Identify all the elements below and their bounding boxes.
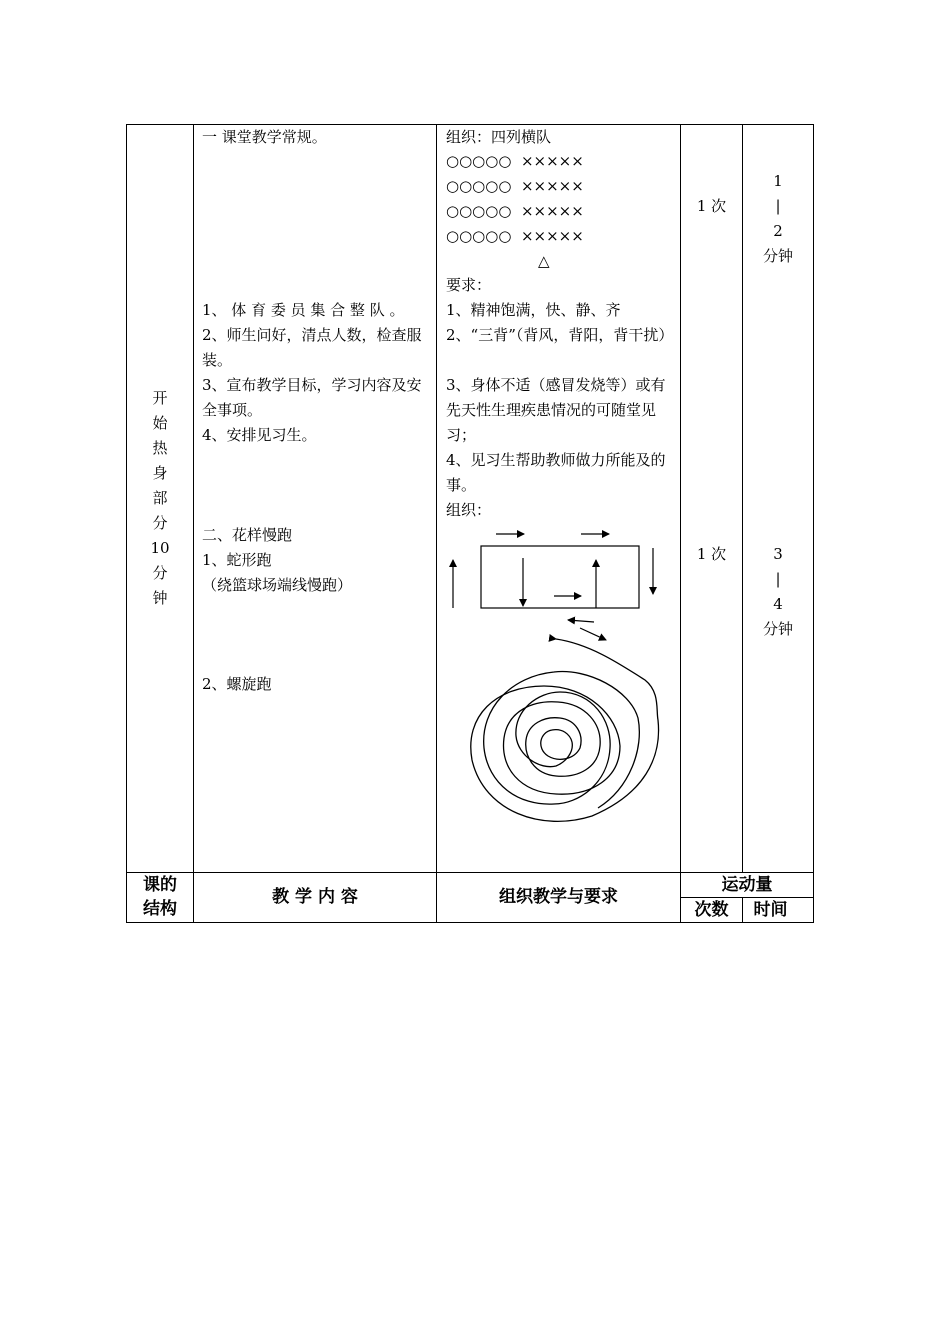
- column-divider-2: [436, 124, 437, 923]
- time-2-line: 3: [773, 545, 783, 563]
- content-item-3: 3、宣布教学目标，学习内容及安全事项。: [202, 376, 422, 419]
- organization-title-2: 组织：: [446, 501, 492, 519]
- structure-char: 分: [152, 564, 168, 582]
- formation-title: 组织：四列横队: [446, 128, 552, 146]
- count-2: 1 次: [696, 545, 727, 563]
- structure-char: 身: [152, 464, 168, 482]
- structure-char: 开: [152, 389, 168, 407]
- requirement-1: 1、精神饱满，快、静、齐: [446, 301, 621, 319]
- arrow-left-icon: [568, 620, 594, 622]
- time-2-line: 4: [773, 595, 783, 613]
- formation-row: ○○○○○ ×××××: [446, 227, 584, 245]
- column-divider-3: [680, 124, 681, 923]
- spiral-outer-return: [484, 672, 640, 808]
- time-1-line: 分钟: [762, 247, 793, 265]
- content-item-4: 4、安排见习生。: [202, 426, 317, 444]
- court-rectangle: [481, 546, 639, 608]
- time-1-line: 2: [773, 222, 783, 240]
- formation-row: ○○○○○ ×××××: [446, 177, 584, 195]
- content-snake-note: （绕篮球场端线慢跑）: [202, 576, 353, 594]
- structure-char: 部: [152, 489, 168, 507]
- column-divider-1: [193, 124, 194, 923]
- content-snake-run: 1、蛇形跑: [202, 551, 272, 569]
- structure-char: 始: [152, 414, 168, 432]
- time-2-line: 分钟: [762, 620, 793, 638]
- requirement-4: 4、见习生帮助教师做力所能及的事。: [446, 451, 666, 494]
- time-1-line: 1: [773, 172, 783, 190]
- count-1: 1 次: [696, 197, 727, 215]
- content-item-2: 2、师生问好，清点人数，检查服装。: [202, 326, 422, 369]
- content-routine: 一 课堂教学常规。: [202, 128, 327, 146]
- header-load: 运动量: [721, 875, 773, 895]
- time-1-line: |: [775, 197, 781, 215]
- content-item-1: 1、 体 育 委 员 集 合 整 队 。: [202, 301, 405, 319]
- formation-row: ○○○○○ ×××××: [446, 202, 584, 220]
- formation-row: ○○○○○ ×××××: [446, 152, 584, 170]
- structure-char: 分: [152, 514, 168, 532]
- header-content: 教 学 内 容: [272, 887, 358, 907]
- table-right-border: [813, 124, 814, 923]
- structure-char: 钟: [152, 589, 168, 607]
- header-organization: 组织教学与要求: [499, 887, 618, 907]
- spiral-path: [471, 639, 659, 821]
- header-structure: 结构: [143, 899, 177, 919]
- structure-char: 10: [150, 539, 170, 557]
- header-time: 时间: [753, 900, 788, 920]
- spiral-run-diagram: [460, 628, 680, 828]
- structure-char: 热: [152, 439, 168, 457]
- header-structure: 课的: [143, 875, 177, 895]
- time-2-line: |: [775, 570, 781, 588]
- header-count: 次数: [694, 900, 729, 920]
- snake-run-diagram: [440, 520, 680, 640]
- requirement-3: 3、身体不适（感冒发烧等）或有先天性生理疾患情况的可随堂见习；: [446, 376, 666, 444]
- teacher-marker: △: [538, 252, 550, 270]
- requirements-title: 要求：: [446, 276, 492, 294]
- content-spiral-run: 2、螺旋跑: [202, 675, 272, 693]
- content-section-2: 二、花样慢跑: [202, 526, 293, 544]
- requirement-2: 2、“三背”（背风，背阳，背干扰）: [446, 326, 674, 344]
